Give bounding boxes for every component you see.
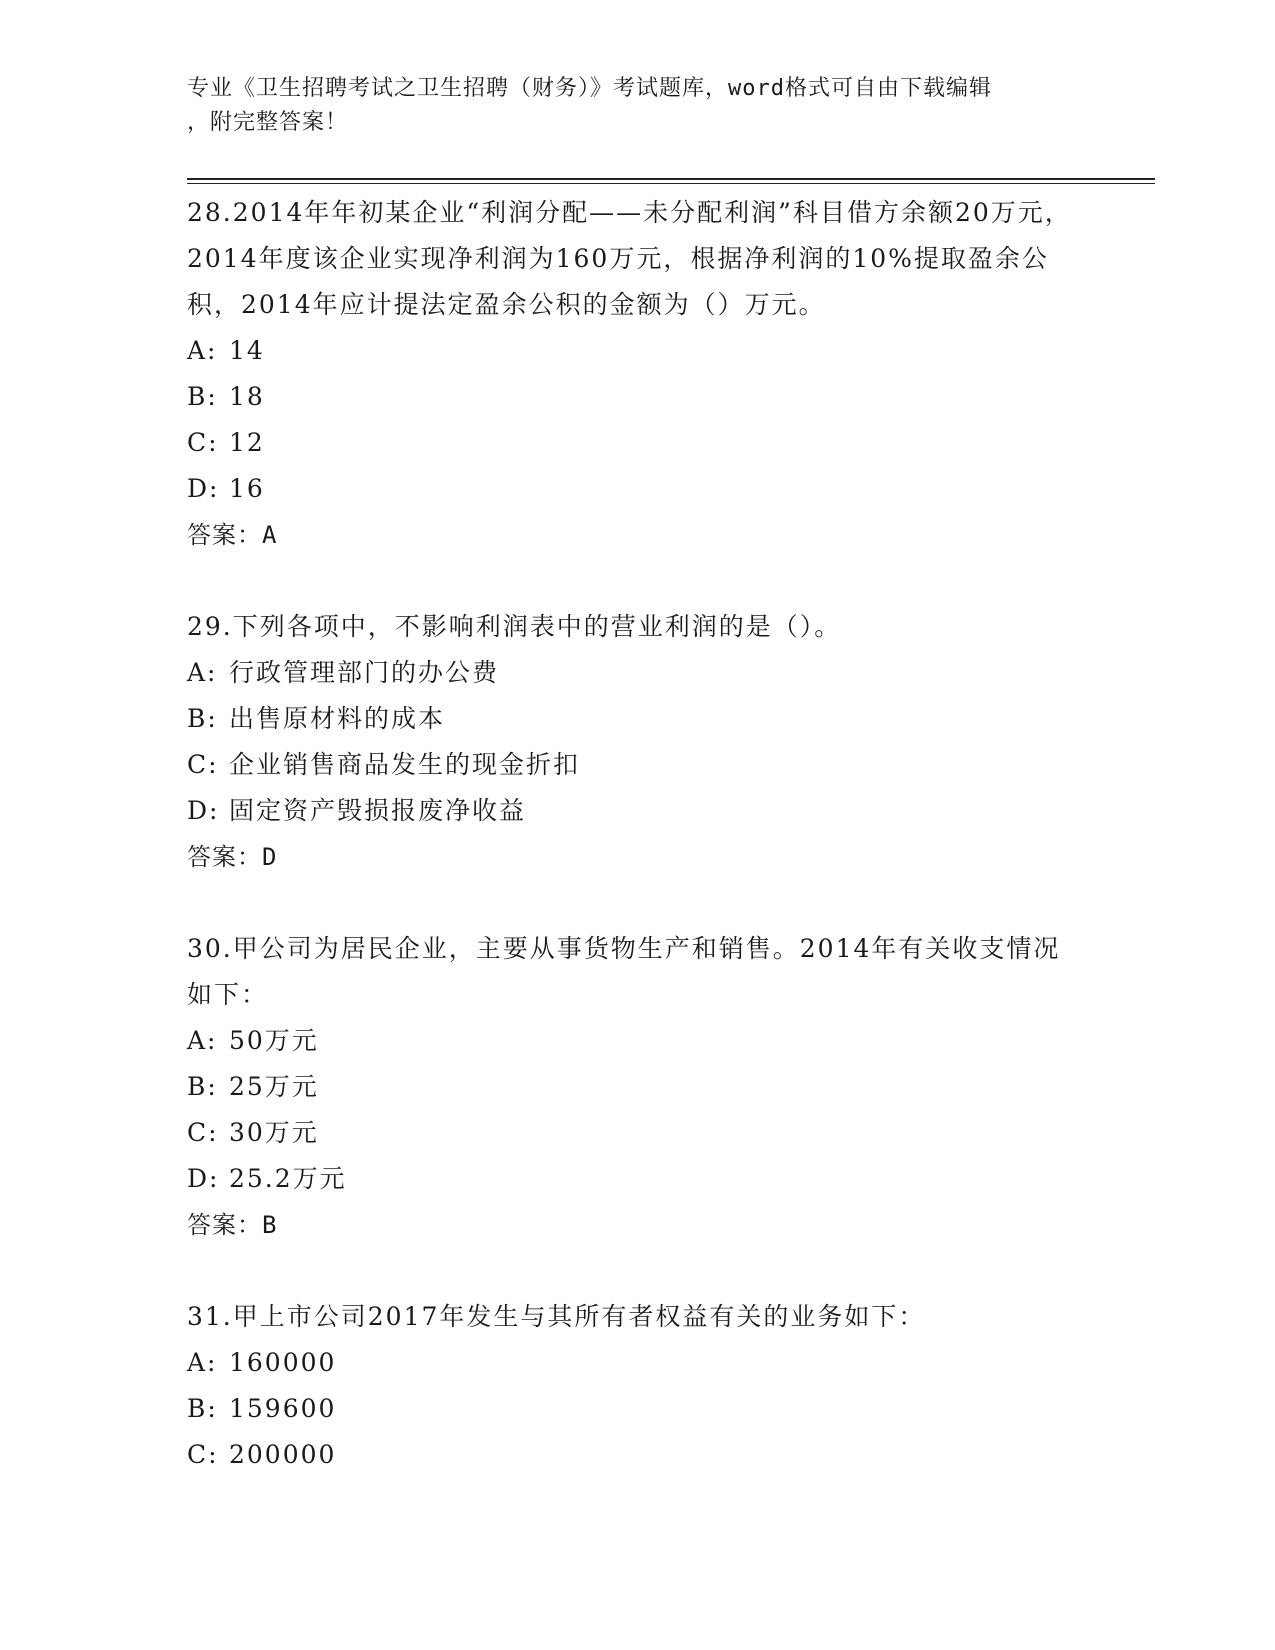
option-letter: A:	[187, 1026, 218, 1055]
option-c	[187, 1110, 1087, 1156]
option-a	[187, 328, 1087, 374]
answer-line: 答案：A	[187, 521, 278, 549]
question-28	[187, 190, 1087, 558]
question-30	[187, 926, 1087, 1248]
header-rule-thin	[187, 183, 1155, 184]
option-letter: B:	[187, 704, 218, 733]
option-text: 固定资产毁损报废净收益	[229, 796, 527, 825]
option-text: 30万元	[229, 1118, 319, 1147]
option-text: 159600	[229, 1394, 337, 1423]
option-b	[187, 696, 1087, 742]
option-letter: B:	[187, 382, 218, 411]
question-stem: 31.甲上市公司2017年发生与其所有者权益有关的业务如下：	[187, 1302, 926, 1331]
question-31	[187, 1294, 1087, 1478]
option-letter: D:	[187, 1164, 220, 1193]
question-stem: 30.甲公司为居民企业，主要从事货物生产和销售。2014年有关收支情况如下：	[187, 934, 1061, 1009]
option-text: 200000	[229, 1440, 337, 1469]
option-letter: A:	[187, 336, 218, 365]
option-d	[187, 466, 1087, 512]
option-text: 12	[229, 428, 265, 457]
option-c	[187, 420, 1087, 466]
option-letter: A:	[187, 658, 218, 687]
question-stem: 29.下列各项中，不影响利润表中的营业利润的是（）。	[187, 612, 842, 641]
option-b	[187, 374, 1087, 420]
document-header	[187, 72, 1087, 140]
answer-line: 答案：B	[187, 1211, 278, 1239]
option-letter: D:	[187, 474, 220, 503]
option-letter: B:	[187, 1394, 218, 1423]
header-line-1: 专业《卫生招聘考试之卫生招聘（财务）》考试题库，word格式可自由下载编辑	[187, 76, 992, 101]
option-letter: C:	[187, 750, 219, 779]
option-text: 出售原材料的成本	[229, 704, 446, 733]
question-stem: 28.2014年年初某企业“利润分配——未分配利润”科目借方余额20万元，2014年度该企业实现净利润为160万元，根据净利润的10%提取盈余公积，2014年应计提法定盈余公积的金额为（）万元。	[187, 198, 1072, 319]
question-list	[187, 190, 1087, 1524]
option-letter: C:	[187, 428, 219, 457]
option-text: 16	[229, 474, 265, 503]
option-text: 25万元	[229, 1072, 319, 1101]
option-text: 行政管理部门的办公费	[229, 658, 500, 687]
option-a	[187, 1340, 1087, 1386]
option-letter: C:	[187, 1118, 219, 1147]
option-letter: C:	[187, 1440, 219, 1469]
option-b	[187, 1064, 1087, 1110]
option-letter: D:	[187, 796, 220, 825]
option-text: 企业销售商品发生的现金折扣	[229, 750, 581, 779]
header-rule-thick	[187, 178, 1155, 180]
option-letter: B:	[187, 1072, 218, 1101]
option-text: 14	[229, 336, 265, 365]
option-c	[187, 742, 1087, 788]
option-text: 50万元	[229, 1026, 319, 1055]
option-b	[187, 1386, 1087, 1432]
option-text: 160000	[229, 1348, 337, 1377]
option-d	[187, 788, 1087, 834]
option-text: 25.2万元	[229, 1164, 347, 1193]
option-d	[187, 1156, 1087, 1202]
header-line-2: ，附完整答案！	[187, 110, 349, 135]
option-text: 18	[229, 382, 265, 411]
option-c	[187, 1432, 1087, 1478]
answer-line: 答案：D	[187, 843, 278, 871]
question-29	[187, 604, 1087, 880]
option-letter: A:	[187, 1348, 218, 1377]
option-a	[187, 1018, 1087, 1064]
option-a	[187, 650, 1087, 696]
